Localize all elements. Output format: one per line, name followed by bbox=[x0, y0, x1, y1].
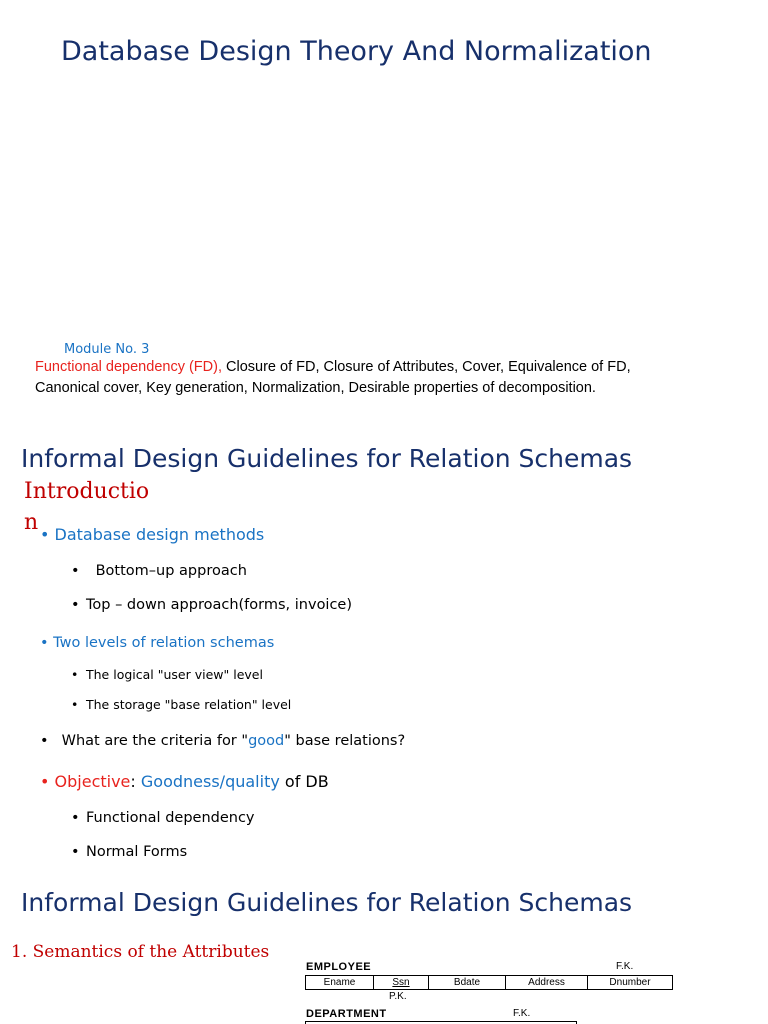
sub-functional-dependency bbox=[71, 810, 255, 826]
bullet-dot: • bbox=[71, 667, 79, 682]
slide-2-title: Informal Design Guidelines for Relation Schemas bbox=[21, 444, 633, 473]
objective-label: Objective bbox=[54, 772, 131, 791]
employee-fk-label: F.K. bbox=[616, 961, 634, 972]
slide-1-title: Database Design Theory And Normalization bbox=[61, 36, 652, 67]
bullet-dot: • bbox=[71, 844, 80, 860]
bullet-criteria bbox=[40, 733, 405, 749]
module-label: Module No. 3 bbox=[64, 342, 150, 357]
employee-schema-row bbox=[305, 975, 673, 990]
sub-user-view-text: The logical "user view" level bbox=[86, 667, 263, 682]
criteria-post: " base relations? bbox=[284, 733, 406, 749]
sub-top-down-text: Top – down approach(forms, invoice) bbox=[86, 597, 353, 613]
employee-col-address: Address bbox=[506, 976, 588, 989]
bullet-dot: • bbox=[40, 525, 55, 544]
slide-3-title: Informal Design Guidelines for Relation Schemas bbox=[21, 888, 633, 917]
topics-line-1 bbox=[35, 359, 631, 375]
sub-fd-text: Functional dependency bbox=[86, 810, 255, 826]
bullet-design-methods-text: Database design methods bbox=[54, 525, 265, 544]
bullet-dot: • bbox=[71, 563, 80, 579]
employee-col-ename: Ename bbox=[306, 976, 374, 989]
sub-bottom-up bbox=[71, 563, 247, 579]
bullet-dot: • bbox=[71, 810, 80, 826]
sub-normal-forms bbox=[71, 844, 187, 860]
intro-label-line-2: n bbox=[24, 510, 39, 535]
employee-col-dnumber: Dnumber bbox=[609, 977, 651, 988]
topics-line-2: Canonical cover, Key generation, Normalization, Desirable properties of decomposition. bbox=[35, 380, 596, 396]
bullet-dot: • bbox=[40, 733, 49, 749]
bullet-dot: • bbox=[71, 597, 80, 613]
sub-nf-text: Normal Forms bbox=[86, 844, 188, 860]
objective-colon: : bbox=[130, 772, 141, 791]
employee-col-ssn: Ssn bbox=[374, 976, 429, 989]
topics-rest: Closure of FD, Closure of Attributes, Cover, Equivalence of FD, bbox=[222, 359, 631, 375]
sub-bottom-up-text: Bottom–up approach bbox=[91, 563, 247, 579]
bullet-two-levels bbox=[40, 635, 274, 651]
bullet-dot: • bbox=[71, 697, 79, 712]
department-relation-name: DEPARTMENT bbox=[306, 1008, 387, 1020]
sub-base-relation-text: The storage "base relation" level bbox=[86, 697, 292, 712]
sub-user-view bbox=[71, 667, 263, 682]
bullet-dot: • bbox=[40, 772, 55, 791]
objective-goodness: Goodness/quality bbox=[140, 772, 280, 791]
criteria-pre: What are the criteria for " bbox=[57, 733, 249, 749]
sub-base-relation bbox=[71, 697, 291, 712]
topics-highlight: Functional dependency (FD), bbox=[35, 359, 222, 375]
bullet-design-methods bbox=[40, 525, 264, 544]
semantics-label: 1. Semantics of the Attributes bbox=[11, 942, 270, 962]
bullet-dot: • bbox=[40, 635, 54, 651]
employee-pk-label: P.K. bbox=[389, 991, 407, 1002]
bullet-two-levels-text: Two levels of relation schemas bbox=[53, 635, 275, 651]
sub-top-down bbox=[71, 597, 352, 613]
objective-post: of DB bbox=[279, 772, 329, 791]
department-fk-label: F.K. bbox=[513, 1008, 531, 1019]
criteria-good: good bbox=[248, 733, 285, 749]
employee-col-bdate: Bdate bbox=[429, 976, 506, 989]
intro-label-line-1: Introductio bbox=[24, 479, 150, 504]
bullet-objective bbox=[40, 772, 329, 791]
employee-relation-name: EMPLOYEE bbox=[306, 961, 372, 973]
